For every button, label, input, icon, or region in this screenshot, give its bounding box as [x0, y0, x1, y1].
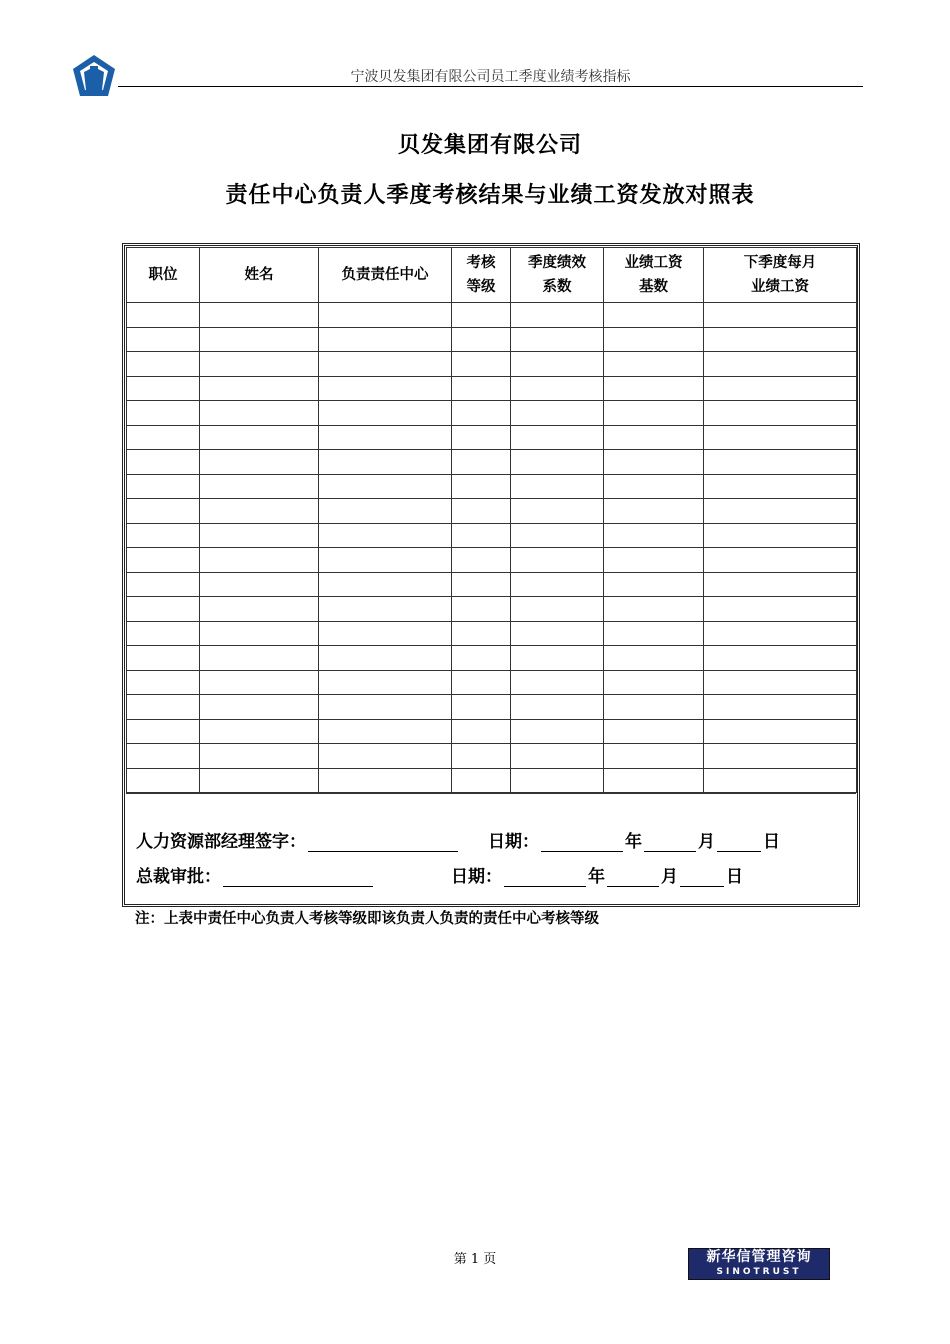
table-cell[interactable]: [704, 695, 857, 720]
table-cell[interactable]: [511, 621, 604, 646]
table-cell[interactable]: [511, 401, 604, 426]
table-cell[interactable]: [200, 352, 319, 377]
hr-date-year-field[interactable]: [541, 833, 623, 852]
company-title: 贝发集团有限公司: [397, 133, 582, 158]
brand-en: SINOTRUST: [716, 1267, 802, 1277]
table-cell[interactable]: [704, 499, 857, 524]
table-cell[interactable]: [127, 572, 200, 597]
table-cell[interactable]: [604, 646, 704, 671]
table-cell[interactable]: [127, 474, 200, 499]
table-cell[interactable]: [200, 303, 319, 328]
table-cell[interactable]: [200, 425, 319, 450]
table-cell[interactable]: [319, 303, 452, 328]
sinotrust-logo: [688, 1248, 830, 1280]
table-row: [127, 474, 857, 499]
table-cell[interactable]: [604, 474, 704, 499]
table-row: [127, 352, 857, 377]
table-cell[interactable]: [319, 597, 452, 622]
table-cell[interactable]: [452, 621, 511, 646]
table-cell[interactable]: [704, 352, 857, 377]
hr-signature-field[interactable]: [308, 833, 458, 852]
table-row: [127, 695, 857, 720]
table-cell[interactable]: [127, 621, 200, 646]
table-cell[interactable]: [704, 572, 857, 597]
table-cell[interactable]: [200, 744, 319, 769]
assessment-table-frame: [122, 243, 860, 907]
table-cell[interactable]: [127, 499, 200, 524]
column-header: [604, 248, 704, 303]
column-header-line1: 季度绩效: [528, 255, 586, 271]
table-cell[interactable]: [604, 376, 704, 401]
hr-sign-label: 人力资源部经理签字：: [136, 832, 306, 852]
column-header: [319, 248, 452, 303]
table-cell[interactable]: [127, 376, 200, 401]
table-row: [127, 425, 857, 450]
table-cell[interactable]: [511, 425, 604, 450]
table-cell[interactable]: [319, 548, 452, 573]
table-cell[interactable]: [319, 425, 452, 450]
company-logo-icon: [70, 52, 118, 100]
table-cell[interactable]: [604, 327, 704, 352]
table-cell[interactable]: [200, 499, 319, 524]
table-cell[interactable]: [452, 450, 511, 475]
table-cell[interactable]: [511, 646, 604, 671]
table-cell[interactable]: [319, 768, 452, 793]
table-cell[interactable]: [127, 327, 200, 352]
table-cell[interactable]: [511, 695, 604, 720]
table-cell[interactable]: [604, 352, 704, 377]
table-cell[interactable]: [704, 646, 857, 671]
hr-date-month-field[interactable]: [644, 833, 696, 852]
table-cell[interactable]: [200, 548, 319, 573]
table-cell[interactable]: [704, 474, 857, 499]
table-cell[interactable]: [704, 376, 857, 401]
table-cell[interactable]: [200, 646, 319, 671]
table-cell[interactable]: [604, 695, 704, 720]
table-note: 注：上表中责任中心负责人考核等级即该负责人负责的责任中心考核等级: [135, 911, 599, 927]
table-cell[interactable]: [319, 695, 452, 720]
table-cell[interactable]: [604, 450, 704, 475]
table-cell[interactable]: [127, 695, 200, 720]
month-label: 月: [661, 867, 678, 887]
table-cell[interactable]: [452, 670, 511, 695]
president-date-month-field[interactable]: [607, 868, 659, 887]
table-cell[interactable]: [452, 646, 511, 671]
column-header-line2: 业绩工资: [751, 279, 809, 295]
table-cell[interactable]: [127, 352, 200, 377]
table-cell[interactable]: [511, 768, 604, 793]
table-row: [127, 327, 857, 352]
table-row: [127, 670, 857, 695]
table-cell[interactable]: [604, 499, 704, 524]
page-number: 第 1 页: [453, 1252, 497, 1267]
table-cell[interactable]: [704, 303, 857, 328]
table-cell[interactable]: [452, 303, 511, 328]
table-cell[interactable]: [319, 719, 452, 744]
table-cell[interactable]: [704, 523, 857, 548]
table-cell[interactable]: [452, 425, 511, 450]
table-row: [127, 499, 857, 524]
column-header: [511, 248, 604, 303]
table-row: [127, 376, 857, 401]
table-cell[interactable]: [452, 572, 511, 597]
table-cell[interactable]: [127, 744, 200, 769]
column-header-line1: 业绩工资: [624, 255, 683, 271]
column-header-line1: 姓名: [244, 267, 274, 283]
table-cell[interactable]: [511, 327, 604, 352]
table-cell[interactable]: [452, 401, 511, 426]
assessment-table: [126, 247, 857, 793]
table-cell[interactable]: [511, 523, 604, 548]
table-cell[interactable]: [200, 768, 319, 793]
table-cell[interactable]: [604, 523, 704, 548]
table-cell[interactable]: [511, 352, 604, 377]
month-label: 月: [698, 832, 715, 852]
table-cell[interactable]: [452, 499, 511, 524]
table-cell[interactable]: [511, 744, 604, 769]
table-cell[interactable]: [511, 376, 604, 401]
table-cell[interactable]: [200, 572, 319, 597]
table-cell[interactable]: [319, 744, 452, 769]
table-cell[interactable]: [319, 450, 452, 475]
table-cell[interactable]: [704, 744, 857, 769]
table-cell[interactable]: [200, 621, 319, 646]
table-cell[interactable]: [319, 621, 452, 646]
table-row: [127, 401, 857, 426]
table-row: [127, 744, 857, 769]
table-cell[interactable]: [319, 327, 452, 352]
table-header-row: [127, 248, 857, 303]
header-rule: [118, 86, 863, 87]
column-header: [127, 248, 200, 303]
table-cell[interactable]: [452, 327, 511, 352]
table-cell[interactable]: [704, 719, 857, 744]
table-cell[interactable]: [704, 450, 857, 475]
table-cell[interactable]: [200, 376, 319, 401]
table-cell[interactable]: [704, 768, 857, 793]
table-cell[interactable]: [604, 670, 704, 695]
table-cell[interactable]: [452, 744, 511, 769]
table-cell[interactable]: [511, 597, 604, 622]
table-cell[interactable]: [604, 768, 704, 793]
column-header-line2: 系数: [542, 279, 572, 295]
table-cell[interactable]: [604, 572, 704, 597]
hr-date-label: 日期：: [488, 832, 539, 852]
table-cell[interactable]: [604, 303, 704, 328]
table-cell[interactable]: [200, 523, 319, 548]
table-cell[interactable]: [604, 621, 704, 646]
table-cell[interactable]: [127, 646, 200, 671]
table-cell[interactable]: [319, 670, 452, 695]
table-cell[interactable]: [452, 548, 511, 573]
table-cell[interactable]: [511, 450, 604, 475]
table-row: [127, 303, 857, 328]
table-row: [127, 646, 857, 671]
table-cell[interactable]: [604, 425, 704, 450]
table-cell[interactable]: [704, 401, 857, 426]
table-cell[interactable]: [200, 719, 319, 744]
table-cell[interactable]: [604, 597, 704, 622]
table-cell[interactable]: [452, 352, 511, 377]
table-cell[interactable]: [704, 670, 857, 695]
table-row: [127, 523, 857, 548]
table-row: [127, 572, 857, 597]
table-cell[interactable]: [319, 572, 452, 597]
hr-signoff-line: [136, 827, 780, 852]
hr-date-day-field[interactable]: [717, 833, 761, 852]
table-cell[interactable]: [452, 597, 511, 622]
table-cell[interactable]: [319, 376, 452, 401]
table-cell[interactable]: [127, 425, 200, 450]
column-header-line1: 考核: [466, 255, 496, 271]
table-cell[interactable]: [452, 768, 511, 793]
table-cell[interactable]: [604, 719, 704, 744]
table-cell[interactable]: [511, 670, 604, 695]
table-cell[interactable]: [704, 597, 857, 622]
table-row: [127, 450, 857, 475]
table-cell[interactable]: [127, 303, 200, 328]
table-cell[interactable]: [704, 327, 857, 352]
president-date-day-field[interactable]: [680, 868, 724, 887]
table-cell[interactable]: [127, 548, 200, 573]
table-cell[interactable]: [127, 450, 200, 475]
table-cell[interactable]: [319, 401, 452, 426]
table-cell[interactable]: [604, 548, 704, 573]
brand-cn: 新华信管理咨询: [706, 1249, 812, 1265]
table-cell[interactable]: [511, 474, 604, 499]
table-cell[interactable]: [200, 450, 319, 475]
table-cell[interactable]: [452, 474, 511, 499]
column-header-line2: 等级: [466, 279, 496, 295]
table-cell[interactable]: [704, 548, 857, 573]
table-cell[interactable]: [127, 719, 200, 744]
table-cell[interactable]: [127, 670, 200, 695]
table-cell[interactable]: [604, 744, 704, 769]
table-cell[interactable]: [127, 401, 200, 426]
table-cell[interactable]: [319, 646, 452, 671]
column-header-line1: 负责责任中心: [341, 267, 429, 283]
table-row: [127, 548, 857, 573]
table-cell[interactable]: [511, 719, 604, 744]
column-header: [452, 248, 511, 303]
table-cell[interactable]: [200, 597, 319, 622]
president-signature-field[interactable]: [223, 868, 373, 887]
form-title: 责任中心负责人季度考核结果与业绩工资发放对照表: [225, 183, 755, 208]
table-cell[interactable]: [452, 695, 511, 720]
table-row: [127, 768, 857, 793]
table-cell[interactable]: [319, 499, 452, 524]
column-header-line1: 下季度每月: [743, 255, 817, 271]
table-cell[interactable]: [127, 523, 200, 548]
president-date-year-field[interactable]: [504, 868, 586, 887]
signoff-area: [126, 793, 856, 900]
table-row: [127, 719, 857, 744]
table-cell[interactable]: [452, 523, 511, 548]
table-cell[interactable]: [704, 425, 857, 450]
day-label: 日: [763, 832, 780, 852]
president-signoff-line: [136, 862, 743, 887]
year-label: 年: [588, 867, 605, 887]
table-cell[interactable]: [511, 548, 604, 573]
day-label: 日: [726, 867, 743, 887]
president-date-label: 日期：: [451, 867, 502, 887]
table-cell[interactable]: [200, 670, 319, 695]
table-cell[interactable]: [200, 327, 319, 352]
column-header: [200, 248, 319, 303]
table-cell[interactable]: [200, 474, 319, 499]
table-cell[interactable]: [511, 499, 604, 524]
table-cell[interactable]: [704, 621, 857, 646]
year-label: 年: [625, 832, 642, 852]
column-header: [704, 248, 857, 303]
table-cell[interactable]: [319, 523, 452, 548]
table-cell[interactable]: [127, 597, 200, 622]
table-cell[interactable]: [200, 695, 319, 720]
table-cell[interactable]: [127, 768, 200, 793]
table-cell[interactable]: [319, 474, 452, 499]
table-cell[interactable]: [452, 376, 511, 401]
table-cell[interactable]: [511, 572, 604, 597]
table-cell[interactable]: [319, 352, 452, 377]
table-cell[interactable]: [452, 719, 511, 744]
table-row: [127, 597, 857, 622]
column-header-line2: 基数: [639, 279, 668, 295]
table-cell[interactable]: [200, 401, 319, 426]
table-row: [127, 621, 857, 646]
table-cell[interactable]: [511, 303, 604, 328]
header-doc-title: 宁波贝发集团有限公司员工季度业绩考核指标: [350, 69, 631, 85]
table-cell[interactable]: [604, 401, 704, 426]
president-sign-label: 总裁审批：: [136, 867, 221, 887]
column-header-line1: 职位: [148, 267, 178, 283]
